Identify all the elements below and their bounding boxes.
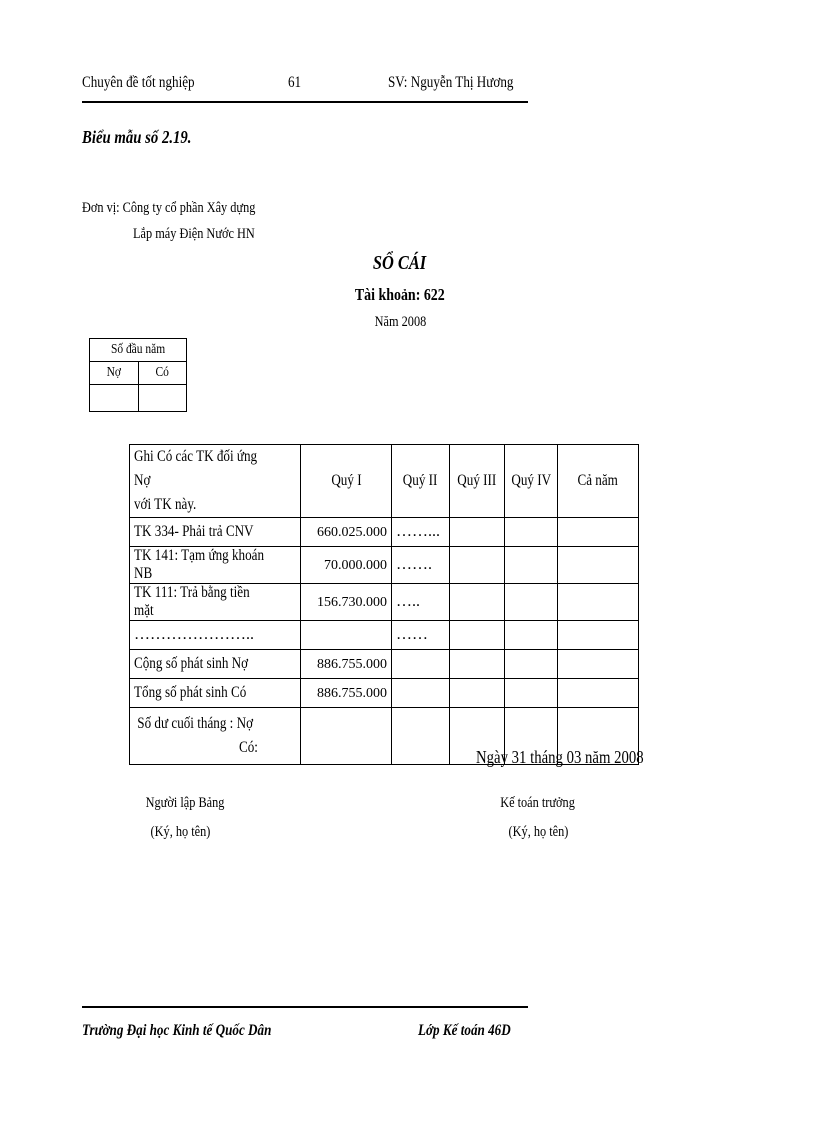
- header-page-number: 61: [288, 74, 302, 91]
- row-year: [558, 547, 639, 584]
- footer-class: Lớp Kế toán 46D: [418, 1022, 511, 1039]
- header-rule: [82, 101, 528, 103]
- account-number: Tài khoản: 622: [355, 285, 445, 304]
- closing-q1: [301, 708, 392, 765]
- opening-debit-header: Nợ: [90, 362, 139, 385]
- opening-balance-table: [89, 338, 187, 412]
- row-year: [558, 584, 639, 621]
- row-q1: 886.755.000: [301, 679, 392, 708]
- table-row: [130, 547, 639, 584]
- ledger-title: SỔ CÁI: [373, 252, 427, 274]
- row-q2: …..: [392, 584, 450, 621]
- ledger-header-row: [130, 445, 639, 518]
- row-desc: TK 111: Trả bằng tiền mặt: [130, 584, 301, 621]
- ledger-header-q1: Quý I: [301, 445, 392, 518]
- row-q4: [505, 518, 558, 547]
- row-q4: [505, 584, 558, 621]
- row-q4: [505, 547, 558, 584]
- opening-credit-header: Có: [138, 362, 187, 385]
- row-q3: [450, 584, 505, 621]
- row-q3: [450, 650, 505, 679]
- row-desc: Tổng số phát sinh Có: [130, 679, 301, 708]
- row-desc: …………………..: [130, 621, 301, 650]
- row-year: [558, 679, 639, 708]
- header-student: SV: Nguyễn Thị Hương: [388, 74, 514, 91]
- row-q4: [505, 650, 558, 679]
- row-q2: ……...: [392, 518, 450, 547]
- row-q2: [392, 679, 450, 708]
- row-q2: ……: [392, 621, 450, 650]
- ledger-header-year: Cả năm: [558, 445, 639, 518]
- unit-line-2: Lắp máy Điện Nước HN: [133, 226, 255, 242]
- table-row: [130, 518, 639, 547]
- row-q3: [450, 547, 505, 584]
- row-q3: [450, 679, 505, 708]
- row-desc: Cộng số phát sinh Nợ: [130, 650, 301, 679]
- ledger-table: [129, 444, 639, 765]
- row-q2: [392, 650, 450, 679]
- row-q4: [505, 679, 558, 708]
- ledger-header-q3: Quý III: [450, 445, 505, 518]
- row-q1: [301, 621, 392, 650]
- closing-balance-label: Số dư cuối tháng : Nợ Có:: [130, 708, 301, 765]
- opening-credit-value: [138, 385, 187, 412]
- row-q1: 156.730.000: [301, 584, 392, 621]
- form-number: Biểu mẫu số 2.19.: [82, 127, 192, 147]
- ledger-year: Năm 2008: [374, 314, 426, 330]
- chief-accountant-title: Kế toán trưởng: [500, 795, 576, 811]
- row-q1: 886.755.000: [301, 650, 392, 679]
- closing-q2: [392, 708, 450, 765]
- row-q3: [450, 621, 505, 650]
- ledger-header-q2: Quý II: [392, 445, 450, 518]
- row-q4: [505, 621, 558, 650]
- row-year: [558, 650, 639, 679]
- ledger-header-q4: Quý IV: [505, 445, 558, 518]
- row-year: [558, 621, 639, 650]
- preparer-title: Người lập Bảng: [145, 795, 225, 811]
- footer-school: Trường Đại học Kinh tế Quốc Dân: [82, 1022, 272, 1039]
- row-year: [558, 518, 639, 547]
- header-topic: Chuyên đề tốt nghiệp: [82, 74, 195, 91]
- row-desc: TK 141: Tạm ứng khoán NB: [130, 547, 301, 584]
- opening-debit-value: [90, 385, 139, 412]
- table-row: [130, 679, 639, 708]
- row-q3: [450, 518, 505, 547]
- table-row: [130, 584, 639, 621]
- footer-rule: [82, 1006, 528, 1008]
- chief-accountant-note: (Ký, họ tên): [508, 824, 568, 840]
- table-row: [130, 621, 639, 650]
- row-q1: 70.000.000: [301, 547, 392, 584]
- opening-balance-title: Số đầu năm: [90, 339, 187, 362]
- row-desc: TK 334- Phải trả CNV: [130, 518, 301, 547]
- unit-line-1: Đơn vị: Công ty cổ phần Xây dựng: [82, 200, 256, 216]
- preparer-note: (Ký, họ tên): [150, 824, 210, 840]
- ledger-header-desc: Ghi Có các TK đối ứng Nợ với TK này.: [130, 445, 301, 518]
- table-row: [130, 650, 639, 679]
- row-q1: 660.025.000: [301, 518, 392, 547]
- row-q2: …….: [392, 547, 450, 584]
- ledger-date: Ngày 31 tháng 03 năm 2008: [476, 747, 644, 767]
